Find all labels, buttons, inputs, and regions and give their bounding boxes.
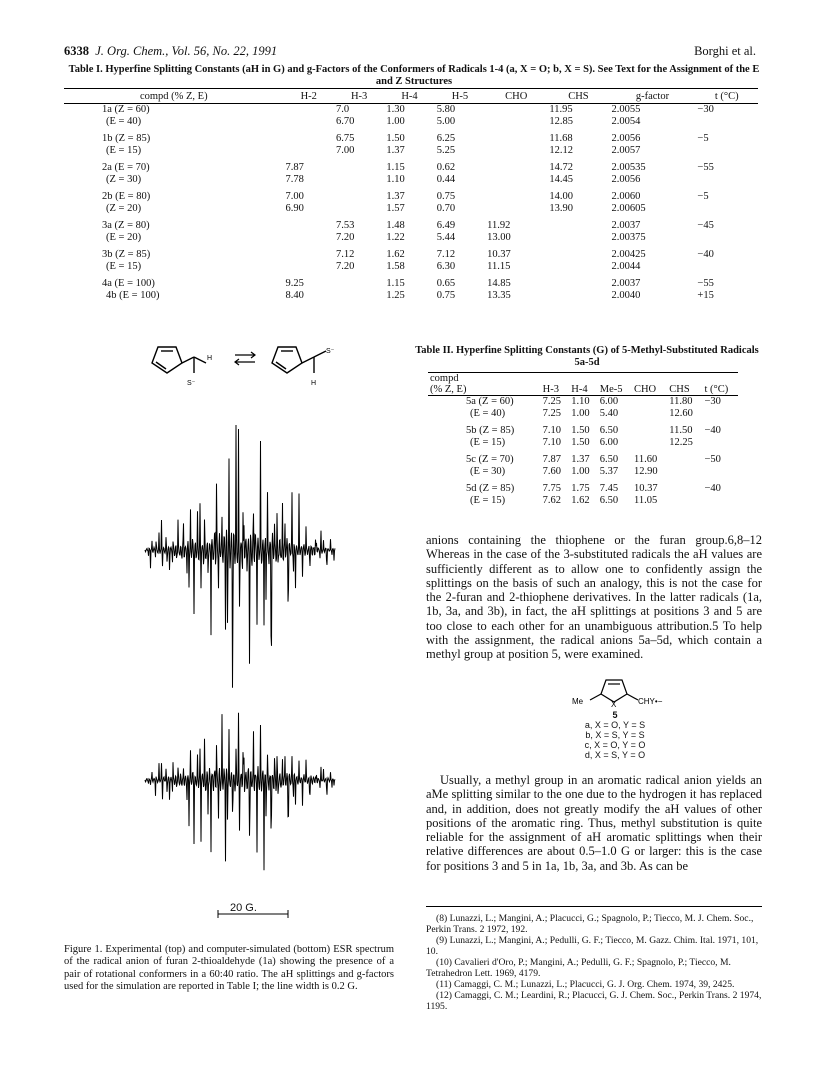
- table-cell: −45: [697, 220, 714, 231]
- table-cell: 7.20: [335, 231, 355, 243]
- table-cell: [667, 466, 702, 478]
- table-cell: 6.50: [599, 425, 619, 436]
- table-cell: [667, 495, 702, 507]
- table-cell: 10.37: [487, 249, 511, 260]
- table-cell: [334, 156, 384, 174]
- table2-col-header: (% Z, E): [428, 384, 541, 396]
- table-cell: (E = 15): [470, 436, 506, 448]
- table-cell: 14.45: [549, 173, 573, 185]
- table-cell: 5c (Z = 70): [466, 454, 514, 465]
- table-cell: [695, 174, 758, 186]
- table-cell: (E = 40): [106, 115, 142, 127]
- table-cell: 1.00: [571, 407, 590, 419]
- table-cell: 1.37: [386, 191, 405, 202]
- table-cell: 11.80: [669, 396, 693, 407]
- table-cell: [284, 214, 334, 232]
- table-cell: 2.0057: [611, 144, 641, 156]
- table-cell: 5a (Z = 60): [466, 396, 514, 407]
- table2-col-header: t (°C): [703, 384, 738, 396]
- table-cell: 2.0040: [611, 289, 641, 301]
- table-cell: 5.40: [599, 407, 619, 419]
- table1-header-row: [64, 89, 758, 104]
- table-cell: 12.12: [549, 144, 573, 156]
- table-row: [428, 477, 738, 495]
- table-cell: 11.95: [549, 104, 573, 115]
- table-cell: −30: [704, 396, 721, 407]
- table-cell: 2.0037: [611, 278, 641, 289]
- table-cell: 1.75: [571, 483, 590, 494]
- table1-col-header: compd (% Z, E): [64, 89, 284, 104]
- table-cell: 7.12: [335, 249, 355, 260]
- structure-5: [560, 676, 670, 760]
- table-cell: [547, 272, 609, 290]
- table1-col-header: CHO: [485, 89, 547, 104]
- scheme-h-left: H: [207, 355, 213, 362]
- table1-col-header: CHS: [547, 89, 609, 104]
- table2: [428, 372, 738, 506]
- table-cell: [485, 145, 547, 157]
- table-cell: [485, 156, 547, 174]
- table-cell: 4a (E = 100): [102, 278, 155, 289]
- table-cell: 11.05: [633, 494, 658, 506]
- table-cell: [547, 261, 609, 273]
- table-row: [428, 396, 738, 408]
- table-cell: [667, 477, 702, 495]
- table1: [64, 88, 758, 301]
- table-row: [428, 437, 738, 449]
- table-cell: 7.87: [542, 454, 562, 465]
- table-cell: 5.44: [436, 231, 456, 243]
- table-cell: −50: [704, 454, 721, 465]
- table-row: [64, 145, 758, 157]
- footnote-12: (12) Camaggi, C. M.; Leardini, R.; Placucci, G. J. Chem. Soc., Perkin Trans. 2 1974, 1195.: [426, 990, 762, 1012]
- table2-body: [428, 396, 738, 507]
- table-cell: 4b (E = 100): [106, 289, 160, 301]
- journal-citation: J. Org. Chem., Vol. 56, No. 22, 1991: [95, 44, 278, 58]
- table-cell: 7.53: [335, 220, 355, 231]
- table2-col-header: Me-5: [598, 384, 632, 396]
- table-cell: 7.25: [542, 396, 562, 407]
- table-cell: (E = 15): [106, 260, 142, 272]
- structure-5-drawing: [560, 676, 670, 708]
- running-header-left: [64, 44, 277, 59]
- table-cell: [695, 116, 758, 128]
- table-cell: [703, 437, 738, 449]
- table-cell: 0.62: [436, 162, 456, 173]
- table-cell: 1.00: [571, 465, 590, 477]
- table1-col-header: t (°C): [695, 89, 758, 104]
- table-cell: 3a (Z = 80): [102, 220, 150, 231]
- table-cell: [284, 232, 334, 244]
- table-row: [64, 156, 758, 174]
- table1-col-header: g-factor: [610, 89, 696, 104]
- table-cell: 1.58: [386, 260, 405, 272]
- furan-conformer-left: [152, 347, 206, 373]
- table-cell: [632, 437, 667, 449]
- table-cell: 3b (Z = 85): [102, 249, 151, 260]
- table-cell: 5.25: [436, 144, 456, 156]
- table-cell: 7.45: [599, 483, 619, 494]
- table1-col-header: H-5: [435, 89, 485, 104]
- table-cell: [547, 214, 609, 232]
- table-cell: [695, 145, 758, 157]
- table-row: [64, 243, 758, 261]
- table-cell: [547, 290, 609, 302]
- table-cell: [485, 104, 547, 116]
- table-cell: [485, 174, 547, 186]
- table-cell: 11.15: [487, 260, 511, 272]
- table-cell: −40: [704, 483, 721, 494]
- table-cell: 6.00: [599, 396, 619, 407]
- structure-5-chy: CHY•−: [638, 697, 663, 706]
- table-cell: 7.75: [542, 483, 562, 494]
- table-cell: 11.60: [633, 454, 658, 465]
- table-cell: 7.12: [436, 249, 456, 260]
- figure1-caption: Figure 1. Experimental (top) and computer-simulated (bottom) ESR spectrum of the radical anion of furan 2-thioaldehyde (1a) showing the presence of a pair of rotational conformers in a 60:40 ratio. The aH splittings and g-factors used for the simulation are reported in Table I; the line width is 0.2 G.: [64, 944, 394, 992]
- table-cell: 1.30: [386, 104, 405, 115]
- table-cell: 1.15: [386, 162, 405, 173]
- table2-col-header: H-3: [541, 384, 570, 396]
- table-cell: 8.40: [285, 289, 304, 301]
- table-cell: 2a (E = 70): [102, 162, 150, 173]
- footnote-10: (10) Cavalieri d'Oro, P.; Mangini, A.; Pedulli, G. F.; Spagnolo, P.; Tiecco, M. Tetrahedron Lett. 1969, 4179.: [426, 957, 731, 979]
- table-cell: 7.25: [542, 407, 562, 419]
- table2-col-header: H-4: [569, 384, 598, 396]
- table-cell: (E = 15): [470, 494, 506, 506]
- table-cell: [547, 232, 609, 244]
- table-cell: 1.62: [571, 494, 590, 506]
- table-row: [64, 174, 758, 186]
- table-cell: 1.15: [386, 278, 405, 289]
- table-cell: 1.10: [386, 173, 405, 185]
- table-cell: −5: [697, 133, 709, 144]
- table-cell: 5d (Z = 85): [466, 483, 515, 494]
- table-cell: [334, 185, 384, 203]
- experimental-esr-spectrum: [145, 425, 335, 688]
- table-row: [64, 127, 758, 145]
- table-cell: 6.25: [436, 133, 456, 144]
- table-cell: [667, 448, 702, 466]
- table-row: [428, 419, 738, 437]
- furan-conformer-right: [272, 347, 326, 373]
- structure-5-x: X: [611, 700, 617, 708]
- table-cell: 0.44: [436, 173, 456, 185]
- table-cell: 2.0037: [611, 220, 641, 231]
- table-cell: [703, 495, 738, 507]
- esr-spectra-figure: [140, 420, 350, 920]
- table-cell: 7.10: [542, 436, 562, 448]
- table-cell: 2.0044: [611, 260, 641, 272]
- table-cell: 1.50: [386, 133, 405, 144]
- table-row: [64, 185, 758, 203]
- table-row: [64, 116, 758, 128]
- table-row: [64, 232, 758, 244]
- table-cell: 0.70: [436, 202, 456, 214]
- table-cell: [703, 408, 738, 420]
- table-cell: 1.57: [386, 202, 405, 214]
- table-row: [64, 290, 758, 302]
- table-cell: 12.85: [549, 115, 573, 127]
- table-cell: 1.50: [571, 425, 590, 436]
- footnotes: [426, 906, 762, 1012]
- table-cell: [334, 174, 384, 186]
- table-row: [428, 448, 738, 466]
- table-cell: (Z = 20): [106, 202, 142, 214]
- table-cell: [632, 396, 667, 408]
- table-cell: 12.90: [633, 465, 658, 477]
- table-cell: [695, 232, 758, 244]
- table-cell: 6.50: [599, 494, 619, 506]
- table-cell: −55: [697, 278, 714, 289]
- table-cell: [334, 290, 384, 302]
- table-cell: 1b (Z = 85): [102, 133, 151, 144]
- table-cell: (E = 20): [106, 231, 142, 243]
- table-cell: [284, 116, 334, 128]
- table1-col-header: H-2: [284, 89, 334, 104]
- simulated-esr-spectrum: [145, 713, 335, 871]
- table-cell: 2.00605: [611, 202, 646, 214]
- scheme-h-right: H: [311, 380, 317, 387]
- scheme-s-left: S⁻: [187, 380, 196, 387]
- table-row: [64, 104, 758, 116]
- table-cell: [632, 408, 667, 420]
- table-cell: 14.00: [549, 191, 573, 202]
- table-cell: 2.0060: [611, 191, 641, 202]
- table-cell: 7.62: [542, 494, 562, 506]
- table-cell: (Z = 30): [106, 173, 142, 185]
- table-cell: [284, 145, 334, 157]
- table-row: [428, 466, 738, 478]
- table-cell: 9.25: [285, 278, 304, 289]
- table-cell: [284, 104, 334, 116]
- table-cell: 7.00: [285, 191, 304, 202]
- table-cell: 2.00425: [611, 249, 646, 260]
- table-cell: 6.70: [335, 115, 355, 127]
- table-cell: 13.00: [487, 231, 511, 243]
- footnote-9: (9) Lunazzi, L.; Mangini, A.; Pedulli, G. F.; Tiecco, M. Gazz. Chim. Ital. 1971, 101, 10.: [426, 935, 759, 957]
- table-cell: [334, 272, 384, 290]
- table-cell: 7.60: [542, 465, 562, 477]
- table-cell: 13.90: [549, 202, 573, 214]
- table-cell: 11.92: [487, 220, 511, 231]
- table-cell: 1.50: [571, 436, 590, 448]
- table-cell: [284, 243, 334, 261]
- table-row: [64, 214, 758, 232]
- equilibrium-arrows: [235, 352, 255, 365]
- table-cell: 12.60: [669, 407, 693, 419]
- table-cell: 6.49: [436, 220, 456, 231]
- table-cell: [547, 243, 609, 261]
- table-cell: 5.80: [436, 104, 456, 115]
- table-cell: 7.10: [542, 425, 562, 436]
- table-cell: [284, 127, 334, 145]
- table2-col-header: CHS: [667, 384, 702, 396]
- table-row: [64, 203, 758, 215]
- table-cell: 11.68: [549, 133, 573, 144]
- body-paragraph-1: anions containing the thiophene or the furan group.6,8–12 Whereas in the case of the 3-substituted radicals the aH values are sufficiently different as to allow one to confidently assign the splittings on the basis of such an analogy, this is not the case for the 2-furan and 2-thiophene derivatives. In the latter radicals (1a, 1b, 3a, and 3b), in fact, the aH splittings at positions 3 and 5 are too close to each other for an unambiguous attribution.5 To help with the assignment, the radical anions 5a–5d, which contain a methyl group at position 5, were examined.: [426, 533, 762, 662]
- table-cell: (E = 40): [470, 407, 506, 419]
- table-cell: −40: [704, 425, 721, 436]
- table-cell: 1.22: [386, 231, 405, 243]
- table-cell: [632, 419, 667, 437]
- table-cell: 7.20: [335, 260, 355, 272]
- table-cell: [485, 127, 547, 145]
- scheme-s-right: S⁻: [326, 348, 335, 355]
- table-cell: 1a (Z = 60): [102, 104, 150, 115]
- table-cell: 1.37: [571, 454, 590, 465]
- structure-5-number: 5: [612, 710, 618, 720]
- table-cell: [334, 203, 384, 215]
- table-cell: 0.75: [436, 191, 456, 202]
- table-cell: 0.75: [436, 289, 456, 301]
- table-cell: 1.25: [386, 289, 405, 301]
- table-cell: 1.48: [386, 220, 405, 231]
- page-number: 6338: [64, 44, 89, 58]
- table-cell: +15: [697, 289, 714, 301]
- table-cell: 2.0056: [611, 173, 641, 185]
- table2-caption: Table II. Hyperfine Splitting Constants (G) of 5-Methyl-Substituted Radicals 5a-5d: [415, 345, 759, 368]
- table2-header-row: [428, 384, 738, 396]
- table-cell: −5: [697, 191, 709, 202]
- table-cell: [485, 203, 547, 215]
- table-cell: 14.72: [549, 162, 573, 173]
- table-cell: 11.50: [669, 425, 693, 436]
- table-cell: 6.00: [599, 436, 619, 448]
- table-cell: 6.30: [436, 260, 456, 272]
- footnote-8: (8) Lunazzi, L.; Mangini, A.; Placucci, G.; Spagnolo, P.; Tiecco, M. J. Chem. Soc., Perkin Trans. 2 1972, 192.: [426, 913, 754, 935]
- table-cell: [695, 203, 758, 215]
- structure-5-me: Me: [572, 697, 584, 706]
- table-cell: 6.75: [335, 133, 355, 144]
- table-cell: 1.62: [386, 249, 405, 260]
- table-cell: 0.65: [436, 278, 456, 289]
- table-cell: 2b (E = 80): [102, 191, 151, 202]
- table-cell: 7.0: [335, 104, 350, 115]
- table-cell: −30: [697, 104, 714, 115]
- table-row: [428, 408, 738, 420]
- table-cell: 1.00: [386, 115, 405, 127]
- table-cell: (E = 15): [106, 144, 142, 156]
- table-cell: −55: [697, 162, 714, 173]
- body-paragraph-2: Usually, a methyl group in an aromatic radical anion yields an aMe splitting similar to the one due to the hydrogen it has replaced and, in addition, does not greatly modify the aH values of other positions of the aromatic ring. Thus, methyl substitution is quite reliable for the assignment of aH aromatic splittings when their relative differences are about 0.5–1.0 G or larger: this is the case for positions 3 and 5 in 1a, 1b, 3a, and 3b. As can be: [426, 773, 762, 873]
- running-header-authors: Borghi et al.: [694, 44, 756, 58]
- table-cell: 2.0055: [611, 104, 641, 115]
- table2-col-header: CHO: [632, 384, 667, 396]
- table-cell: 7.87: [285, 162, 304, 173]
- table-cell: [703, 466, 738, 478]
- structure-5-variant-a: a, X = O, Y = S: [584, 720, 646, 730]
- table-cell: 5b (Z = 85): [466, 425, 515, 436]
- table-cell: 13.35: [487, 289, 511, 301]
- table-cell: 7.00: [335, 144, 355, 156]
- table-cell: 5.37: [599, 465, 619, 477]
- table-row: [428, 495, 738, 507]
- scale-bar-label: 20 G.: [230, 902, 257, 914]
- table-cell: 2.00375: [611, 231, 646, 243]
- table-cell: 10.37: [633, 483, 658, 494]
- table-cell: [695, 261, 758, 273]
- table-cell: 6.90: [285, 202, 304, 214]
- table-cell: 12.25: [669, 436, 693, 448]
- table-cell: 2.00535: [611, 162, 646, 173]
- footnote-11: (11) Camaggi, C. M.; Lunazzi, L.; Placucci, G. J. Org. Chem. 1974, 39, 2425.: [436, 979, 735, 990]
- table-cell: (E = 30): [470, 465, 506, 477]
- table-cell: 1.37: [386, 144, 405, 156]
- table-cell: 14.85: [487, 278, 511, 289]
- table-cell: [284, 261, 334, 273]
- table-cell: 6.50: [599, 454, 619, 465]
- table-row: [64, 261, 758, 273]
- table1-col-header: H-4: [384, 89, 434, 104]
- table-cell: 5.00: [436, 115, 456, 127]
- structure-5-variant-c: c, X = O, Y = O: [584, 740, 646, 750]
- table-cell: [485, 185, 547, 203]
- table-cell: 2.0056: [611, 133, 641, 144]
- table1-body: [64, 104, 758, 302]
- table-cell: 2.0054: [611, 115, 641, 127]
- table-cell: 1.10: [571, 396, 590, 407]
- table1-caption: Table I. Hyperfine Splitting Constants (aH in G) and g-Factors of the Conformers of Radicals 1-4 (a, X = O; b, X = S). See Text for the Assignment of the E and Z Structures: [68, 64, 760, 87]
- table-cell: 7.78: [285, 173, 304, 185]
- table2-compd-label: compd: [428, 373, 541, 385]
- table-row: [64, 272, 758, 290]
- table1-col-header: H-3: [334, 89, 384, 104]
- structure-5-variant-d: d, X = S, Y = O: [584, 750, 646, 760]
- structure-5-variant-b: b, X = S, Y = S: [585, 730, 645, 740]
- conformer-equilibrium-scheme: [140, 335, 370, 405]
- table-cell: [485, 116, 547, 128]
- table-cell: −40: [697, 249, 714, 260]
